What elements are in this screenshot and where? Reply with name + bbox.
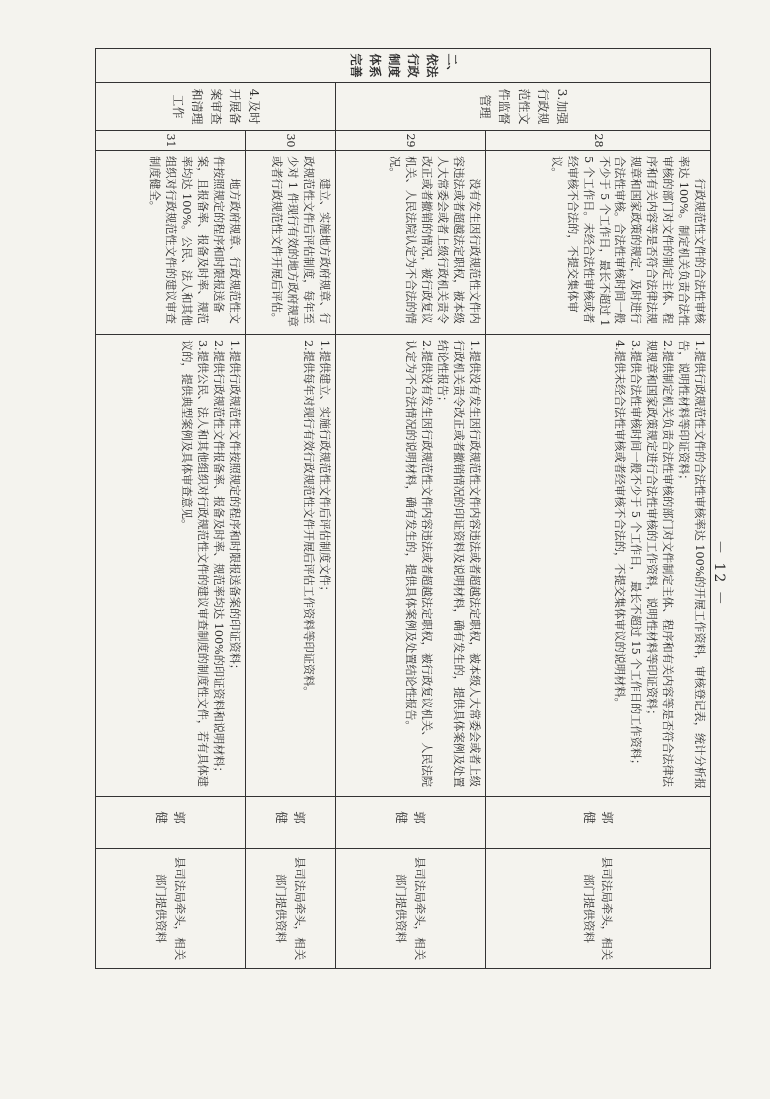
rotated-table-wrapper bbox=[96, 48, 711, 968]
leader-cell: 郭 健 bbox=[246, 797, 336, 849]
material-line: 2.提供行政规范性文件报备率、报备及时率、规范率均达 100%的印证资料和说明材料； bbox=[212, 340, 226, 778]
requirement-cell: 没有发生因行政规范性文件内容违法或者超越法定职权，被本级人大常委会或者上级行政机关责令改正或者撤销的情况，被行政复议机关、人民法院认定为不合法的情况。 bbox=[336, 151, 486, 335]
leader-cell: 郭 健 bbox=[336, 797, 486, 849]
leader-cell: 郭 健 bbox=[486, 797, 711, 849]
evaluation-table bbox=[95, 48, 711, 969]
materials-cell bbox=[96, 335, 246, 797]
material-line: 2.提供制定机关负责合法性审核的部门对文件制定主体、程序和有关内容等是否符合法律法规规章和国家政策规定进行合法性审核的工作资料，说明性材料等印证资料； bbox=[645, 340, 675, 787]
table-row bbox=[246, 49, 336, 969]
row-number: 30 bbox=[246, 131, 336, 151]
materials-cell bbox=[486, 335, 711, 797]
responsible-cell: 县司法局牵头，相关部门提供资料 bbox=[336, 849, 486, 969]
row-number: 31 bbox=[96, 131, 246, 151]
table-row bbox=[486, 49, 711, 969]
materials-cell bbox=[246, 335, 336, 797]
responsible-cell: 县司法局牵头，相关部门提供资料 bbox=[96, 849, 246, 969]
sub-item-cell: 4.及时开展备案审查和清理工作 bbox=[96, 83, 336, 131]
material-line: 1.提供行政规范性文件按照规定的程序和时限报送备案的印证资料； bbox=[228, 340, 241, 676]
page-number: － 12 － bbox=[711, 540, 727, 607]
material-line: 2.提供每年对现行有效行政规范性文件开展后评估工作资料等印证资料。 bbox=[302, 340, 316, 698]
material-line: 2.提供没有发生因行政规范性文件内容违法或者超越法定职权，被行政复议机关、人民法院认定为不合法情况的说明材料，确有发生的，提供具体案例及处置结论性报告。 bbox=[404, 340, 434, 787]
responsible-cell: 县司法局牵头，相关部门提供资料 bbox=[486, 849, 711, 969]
material-line: 1.提供建立、实施行政规范性文件后评估制度文件； bbox=[318, 340, 331, 597]
material-line: 1.提供没有发生因行政规范性文件内容违法或者超越法定职权，被本级人大常委会或者上级行政机关责令改正或者撤销情况的印证资料及说明材料，确有发生的，提供具体案例及处置结论性报告； bbox=[436, 340, 481, 788]
material-line: 4.提供未经合法性审核或者经审核不合法的，不提交集体审议的说明材料。 bbox=[613, 340, 627, 709]
material-line: 3.提供合法性审核时间一般不少于 5 个工作日， 最长不超过 15 个工作日的工作资料； bbox=[629, 340, 643, 771]
requirement-cell: 建立、实施地方政府规章、行政规范性文件后评估制度，每年至少对 1 件现行有效的地方政府规章或者行政规范性文件开展后评估。 bbox=[246, 151, 336, 335]
requirement-cell: 行政规范性文件的合法性审核率达 100%。制定机关负责合法性审核的部门对文件的制定主体、程序和有关内容等是否符合法律法规规章和国家政策的规定，及时进行合法性审核。合法性审核时间一般不少于 5 个工作日，最长不超过 15 个工作日。未经合法性审核或者经审核不合法的，不提交集体审议。 bbox=[486, 151, 711, 335]
row-number: 29 bbox=[336, 131, 486, 151]
sub-item-cell: 3.加强行政规范性文件监督管理 bbox=[336, 83, 711, 131]
responsible-cell: 县司法局牵头，相关部门提供资料 bbox=[246, 849, 336, 969]
requirement-cell: 地方政府规章、行政规范性文件按照规定的程序和时限报送备案，且报备率、报备及时率、规范率均达 100%。公民、法人和其他组织对行政规范性文件的建议审查制度健全。 bbox=[96, 151, 246, 335]
row-number: 28 bbox=[486, 131, 711, 151]
table-row bbox=[96, 49, 246, 969]
leader-cell: 郭 健 bbox=[96, 797, 246, 849]
table-row bbox=[336, 49, 486, 969]
category-cell: 二、依法行政制度体系完善 bbox=[96, 49, 711, 83]
materials-cell bbox=[336, 335, 486, 797]
material-line: 1.提供行政规范性文件的合法性审核率达 100%的开展工作资料，审核登记表，统计分析报告，说明性材料等印证资料； bbox=[677, 340, 706, 789]
material-line: 3.提供公民、法人和其他组织对行政规范性文件的建议审查制度的制度性文件，若有具体建议的，提供典型案例及具体审查意见。 bbox=[180, 340, 210, 787]
